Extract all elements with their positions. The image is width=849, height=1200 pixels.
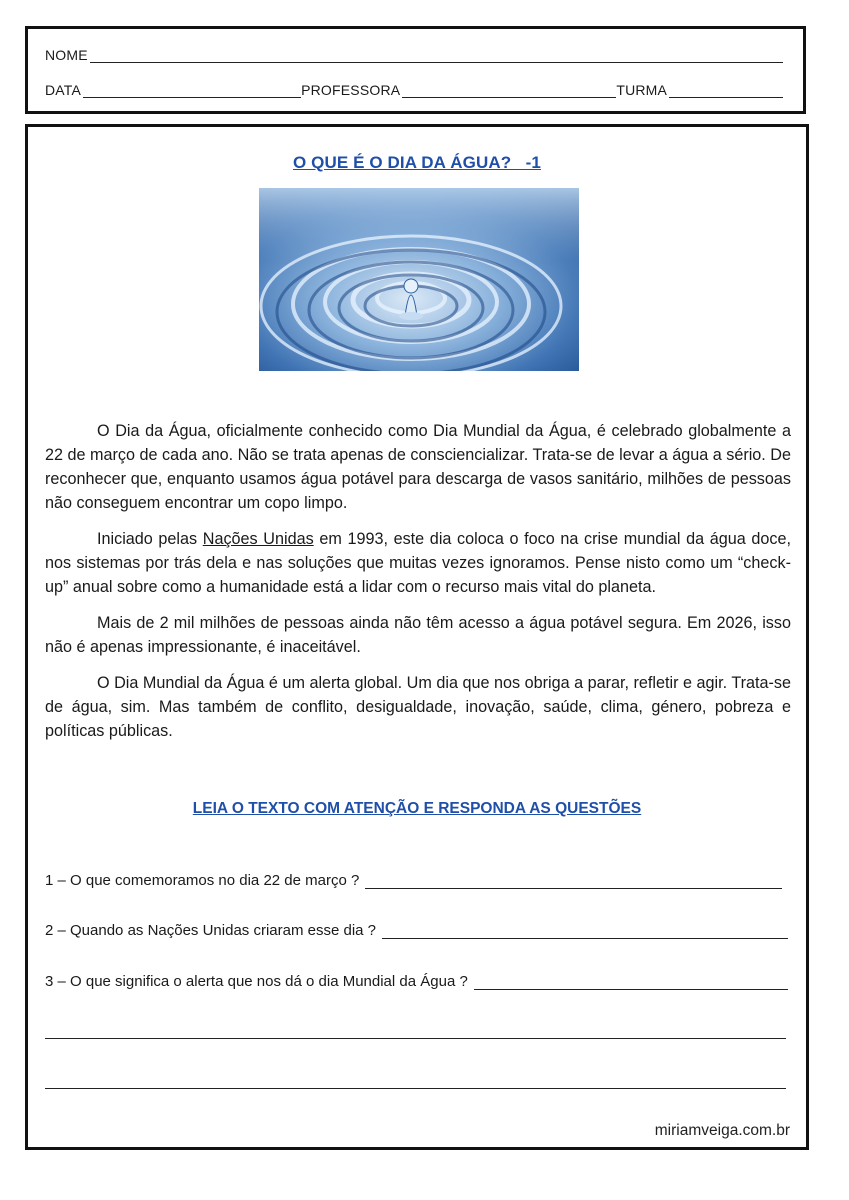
question-1-text: 1 – O que comemoramos no dia 22 de março ? bbox=[45, 872, 360, 889]
question-2 bbox=[45, 922, 788, 939]
water-drop-image bbox=[259, 188, 579, 371]
page-title: O QUE É O DIA DA ÁGUA? -1 bbox=[293, 153, 541, 172]
site-credit: miriamveiga.com.br bbox=[654, 1122, 790, 1139]
answer-3-line-2[interactable] bbox=[45, 1038, 786, 1039]
paragraph-3: Mais de 2 mil milhões de pessoas ainda não têm acesso a água potável segura. Em 2026, isso não é apenas impressionante, é inaceitável. bbox=[45, 614, 791, 656]
class-label: TURMA bbox=[616, 82, 668, 98]
name-field[interactable] bbox=[90, 48, 783, 63]
teacher-field[interactable] bbox=[402, 83, 616, 98]
paragraph-1: O Dia da Água, oficialmente conhecido como Dia Mundial da Água, é celebrado globalmente a 22 de março de cada ano. Não se trata apenas de consciencializar. Trata-se de levar a água a sério. De reconhecer que, enquanto usamos água potável para descarga de vasos sanitário, milhões de pessoas não conseguem encontrar um copo limpo. bbox=[45, 422, 791, 512]
date-label: DATA bbox=[45, 82, 82, 98]
paragraph-4: O Dia Mundial da Água é um alerta global. Um dia que nos obriga a parar, refletir e agir. Trata-se de água, sim. Mas também de conflito, desigualdade, inovação, saúde, clima, género, pobreza e políticas públicas. bbox=[45, 674, 791, 740]
question-3-text: 3 – O que significa o alerta que nos dá o dia Mundial da Água ? bbox=[45, 973, 468, 990]
instructions-heading: LEIA O TEXTO COM ATENÇÃO E RESPONDA AS QUESTÕES bbox=[192, 800, 642, 817]
answer-3-field[interactable] bbox=[474, 975, 788, 990]
water-drop-photo bbox=[259, 188, 579, 371]
date-field[interactable] bbox=[83, 83, 301, 98]
paragraph-2-end: em 1993, este dia coloca o foco na crise mundial da água doce, nos sistemas por trás dela e nas soluções que muitas vezes ignoramos. Pense nisto como um “check-up” anual sobre como a humanidade está a lidar com o recurso mais vital do planeta. bbox=[45, 530, 791, 596]
paragraph-2 bbox=[45, 527, 791, 599]
reading-text bbox=[45, 419, 791, 755]
answer-3-line-3[interactable] bbox=[45, 1088, 786, 1089]
question-2-text: 2 – Quando as Nações Unidas criaram esse dia ? bbox=[45, 922, 377, 939]
question-3 bbox=[45, 973, 788, 990]
info-row bbox=[45, 82, 783, 98]
name-row bbox=[45, 47, 783, 63]
class-field[interactable] bbox=[669, 83, 783, 98]
name-label: NOME bbox=[45, 47, 88, 63]
question-1 bbox=[45, 872, 782, 889]
header-box bbox=[25, 26, 806, 114]
worksheet-box bbox=[25, 124, 809, 1150]
paragraph-2-start: Iniciado pelas bbox=[97, 530, 203, 548]
united-nations-link[interactable]: Nações Unidas bbox=[202, 530, 314, 548]
answer-1-field[interactable] bbox=[365, 874, 782, 889]
answer-2-field[interactable] bbox=[382, 924, 788, 939]
teacher-label: PROFESSORA bbox=[301, 82, 401, 98]
